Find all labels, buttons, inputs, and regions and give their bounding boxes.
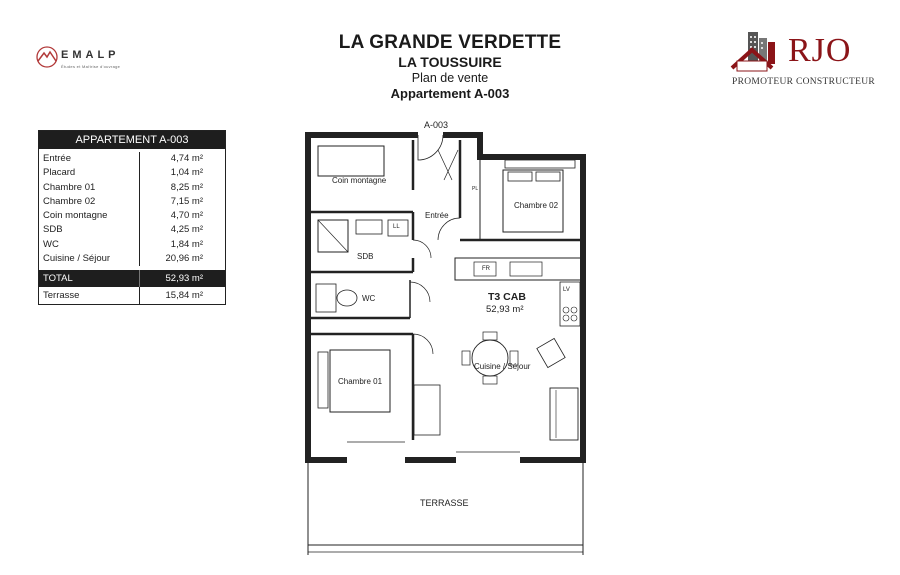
total-label: TOTAL	[39, 270, 140, 287]
rjo-wordmark: RJO	[788, 32, 852, 69]
placard-door	[444, 150, 458, 180]
surface-table-header: APPARTEMENT A-003	[39, 131, 225, 149]
total-value: 52,93 m²	[165, 273, 203, 285]
placard-mark: PL	[472, 186, 479, 192]
room-label: WC	[39, 238, 140, 252]
project-location: LA TOUSSUIRE	[398, 54, 502, 70]
emalp-wordmark: EMALP	[61, 49, 120, 61]
rjo-tagline: PROMOTEUR CONSTRUCTEUR	[732, 77, 876, 87]
room-label: Cuisine / Séjour	[39, 252, 140, 266]
room-area: 4,25 m²	[170, 224, 203, 236]
entree-label: Entrée	[425, 211, 449, 220]
room-area: 20,96 m²	[165, 253, 203, 265]
entrance-door	[418, 135, 443, 160]
room-label: Chambre 02	[39, 195, 140, 209]
sdb-label: SDB	[357, 252, 374, 261]
plan-type: Plan de vente	[411, 71, 489, 85]
lv-label: LV	[563, 287, 570, 293]
chambre02-door	[438, 218, 460, 240]
wc-label: WC	[362, 294, 376, 303]
room-label: Coin montagne	[39, 209, 140, 223]
terrace-value: 15,84 m²	[165, 290, 203, 302]
fr-label: FR	[482, 266, 490, 272]
apartment-type-label: T3 CAB	[488, 291, 526, 303]
room-area: 4,70 m²	[170, 210, 203, 222]
emalp-tagline: Études et Maîtrise d'ouvrage	[61, 64, 121, 69]
chambre01-label: Chambre 01	[338, 377, 383, 386]
placard-door	[438, 150, 452, 180]
room-label: Chambre 01	[39, 181, 140, 195]
apartment-label: Appartement A-003	[390, 86, 510, 101]
room-area: 1,84 m²	[170, 238, 203, 250]
wc-door	[410, 282, 430, 302]
room-area: 8,25 m²	[170, 181, 203, 193]
room-area: 1,04 m²	[170, 167, 203, 179]
coin-montagne-label: Coin montagne	[332, 176, 387, 185]
project-title: LA GRANDE VERDETTE	[338, 32, 562, 53]
terrasse-label: TERRASSE	[420, 498, 469, 508]
room-area: 7,15 m²	[170, 195, 203, 207]
room-area: 4,74 m²	[170, 153, 203, 164]
sdb-door	[413, 240, 431, 258]
room-label: Entrée	[39, 152, 140, 166]
door-label: A-003	[424, 120, 449, 130]
room-label: Placard	[39, 166, 140, 180]
apartment-area-label: 52,93 m²	[486, 304, 524, 315]
room-label: SDB	[39, 223, 140, 237]
ll-label: LL	[393, 224, 400, 230]
terrace-label: Terrasse	[39, 287, 140, 304]
chambre01-door	[413, 334, 433, 354]
cuisine-sejour-label: Cuisine / Séjour	[474, 362, 531, 371]
chambre02-label: Chambre 02	[514, 201, 559, 210]
